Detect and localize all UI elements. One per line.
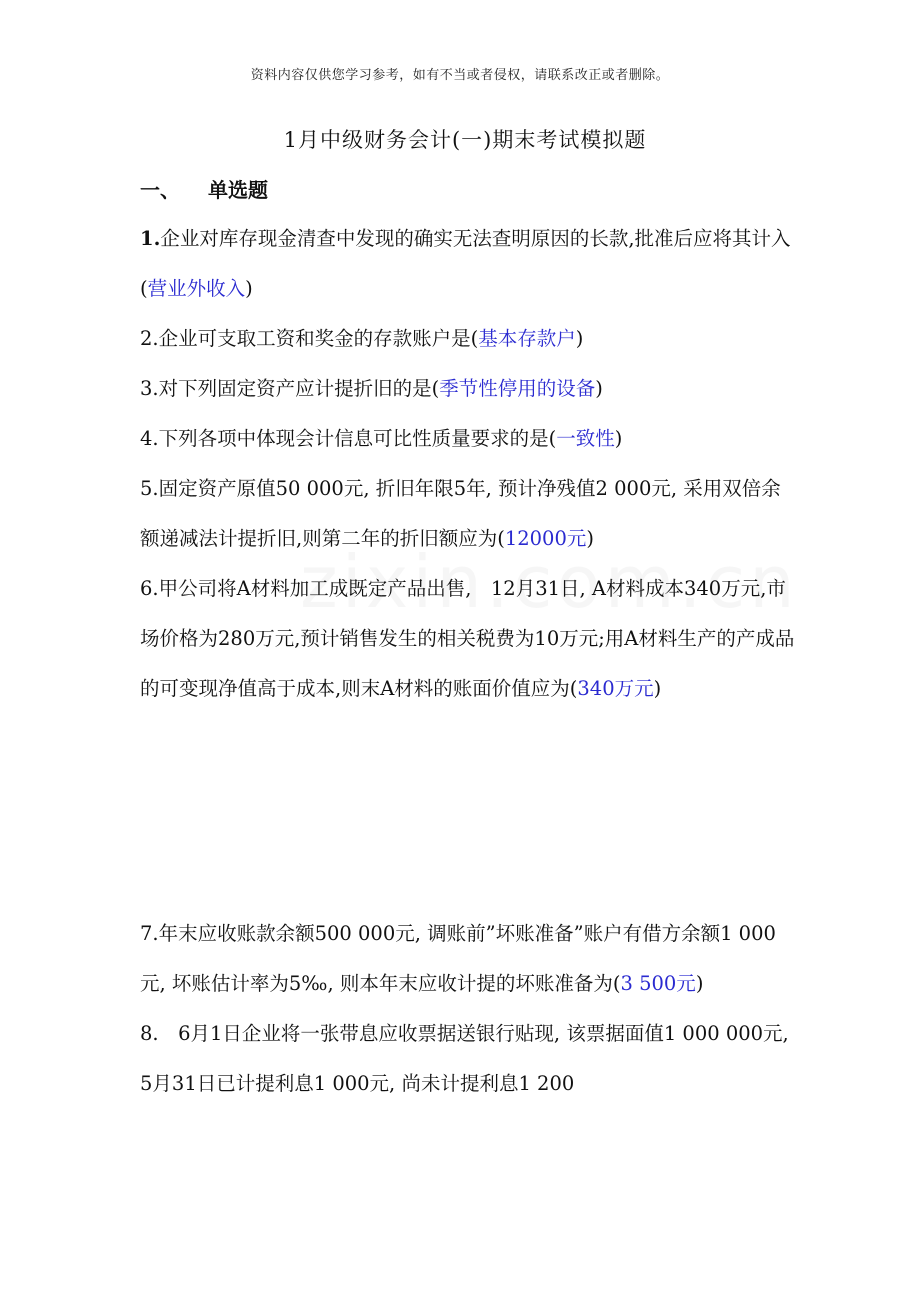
question-4 xyxy=(140,414,800,464)
question-number: 5. xyxy=(140,477,159,500)
question-answer: 营业外收入 xyxy=(147,277,246,300)
question-close: ) xyxy=(575,327,584,350)
section-heading xyxy=(140,174,268,203)
question-close: ) xyxy=(586,527,594,550)
question-close: ) xyxy=(595,377,603,400)
question-text: 企业对库存现金清查中发现的确实无法查明原因的长款,批准后应将其计入( xyxy=(140,227,791,300)
question-text: 固定资产原值50 000元, 折旧年限5年, 预计净残值2 000元, 采用双倍余额递减法计提折旧,则第二年的折旧额应为( xyxy=(140,477,781,550)
question-close: ) xyxy=(653,677,662,700)
question-text: 企业可支取工资和奖金的存款账户是( xyxy=(158,327,479,350)
question-answer: 季节性停用的设备 xyxy=(439,377,596,400)
question-8 xyxy=(140,1009,809,1109)
question-text: 年末应收账款余额500 000元, 调账前”坏账准备”账户有借方余额1 000元, 坏账估计率为5‰, 则本年末应收计提的坏账准备为( xyxy=(140,922,776,995)
question-block-2 xyxy=(140,909,809,1109)
question-number: 7. xyxy=(140,922,159,945)
question-7 xyxy=(140,909,800,1009)
question-close: ) xyxy=(695,972,704,995)
question-number: 6. xyxy=(140,577,159,600)
question-answer: 12000元 xyxy=(504,527,587,550)
question-6 xyxy=(140,564,800,714)
question-text: 甲公司将A材料加工成既定产品出售, 12月31日, A材料成本340万元,市场价格为280万元,预计销售发生的相关税费为10万元;用A材料生产的产成品的可变现净值高于成本,则末A材料的账面价值应为( xyxy=(140,577,795,700)
question-answer: 340万元 xyxy=(577,677,654,700)
question-1 xyxy=(140,214,800,314)
question-number: 1. xyxy=(140,227,161,250)
question-text: 对下列固定资产应计提折旧的是( xyxy=(158,377,440,400)
question-text: 6月1日企业将一张带息应收票据送银行贴现, 该票据面值1 000 000元, 5月31日已计提利息1 000元, 尚未计提利息1 200 xyxy=(140,1022,809,1095)
question-close: ) xyxy=(245,277,253,300)
question-number: 8. xyxy=(140,1022,159,1045)
section-number: 一、 xyxy=(140,178,180,202)
question-answer: 一致性 xyxy=(556,427,615,450)
disclaimer-text: 资料内容仅供您学习参考，如有不当或者侵权，请联系改正或者删除。 xyxy=(250,68,670,83)
question-answer: 基本存款户 xyxy=(478,327,576,350)
question-5 xyxy=(140,464,800,564)
question-2 xyxy=(140,314,800,364)
question-text: 下列各项中体现会计信息可比性质量要求的是( xyxy=(158,427,557,450)
question-block-1 xyxy=(140,214,800,714)
question-close: ) xyxy=(614,427,623,450)
question-number: 2. xyxy=(140,327,159,350)
question-answer: 3 500元 xyxy=(620,972,696,995)
document-title: 1月中级财务会计(一)期末考试模拟题 xyxy=(283,128,647,152)
section-label: 单选题 xyxy=(208,178,268,202)
question-number: 4. xyxy=(140,427,159,450)
question-number: 3. xyxy=(140,377,159,400)
question-3 xyxy=(140,364,800,414)
